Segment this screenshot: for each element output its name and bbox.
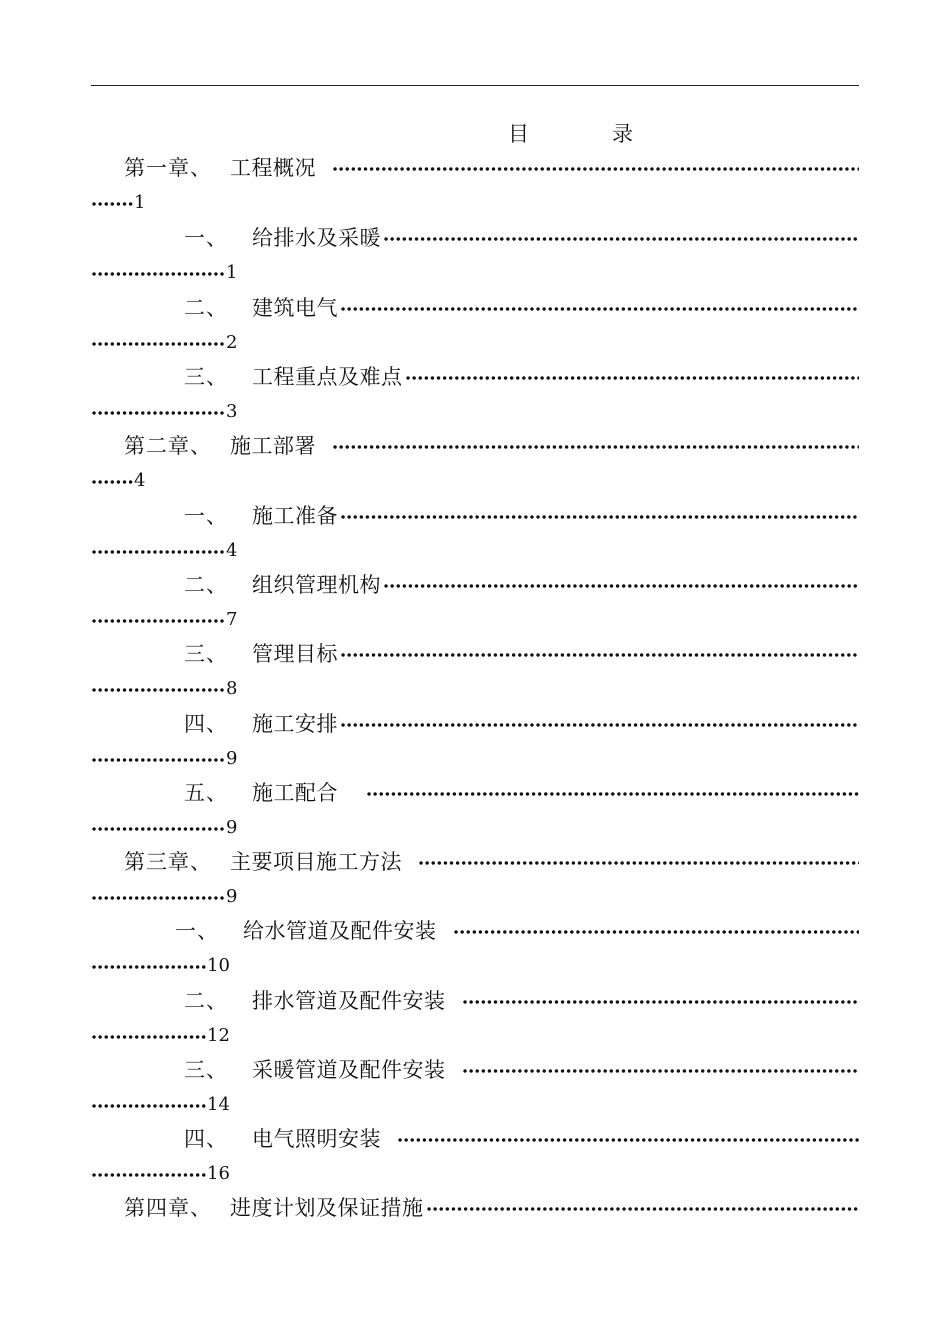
toc-entry[interactable]: [0, 498, 950, 568]
toc-leader-dots: [91, 757, 225, 763]
toc-leader-dots: [332, 166, 859, 172]
toc-title-char-1: 目: [508, 122, 529, 146]
toc-entry-number: 第二章、: [124, 434, 212, 458]
toc-leader-dots: [418, 860, 859, 866]
toc-entry-line: [184, 983, 859, 1017]
toc-entry-number: 一、: [184, 226, 228, 250]
toc-entry[interactable]: [0, 359, 950, 429]
toc-entry-continuation: [91, 602, 237, 636]
toc-entry-continuation: [91, 394, 237, 428]
toc-entry[interactable]: [0, 775, 950, 845]
toc-entry-continuation: [91, 1018, 230, 1052]
toc-leader-dots: [332, 444, 859, 450]
toc-page-number: 16: [207, 1162, 230, 1184]
toc-entry[interactable]: [0, 567, 950, 637]
toc-entry-line: [124, 844, 859, 878]
toc-page-number: 1: [134, 191, 146, 213]
toc-entry-number: 二、: [184, 573, 228, 597]
toc-entry-continuation: [91, 810, 237, 844]
toc-leader-dots: [91, 1172, 206, 1178]
toc-leader-dots: [462, 999, 860, 1005]
toc-entry-number: 五、: [184, 781, 228, 805]
toc-entry[interactable]: [0, 706, 950, 776]
toc-entry-continuation: [91, 879, 237, 913]
toc-entry[interactable]: [0, 1190, 950, 1260]
toc-entry[interactable]: [0, 290, 950, 360]
toc-leader-dots: [91, 687, 225, 693]
toc-entry[interactable]: [0, 983, 950, 1053]
toc-entry-line: [184, 290, 859, 324]
toc-entry-line: [184, 359, 859, 393]
toc-entry-title: 施工部署: [230, 434, 316, 458]
toc-entry-continuation: [91, 1156, 230, 1190]
toc-entry-number: 三、: [184, 1058, 228, 1082]
toc-leader-dots: [340, 652, 859, 658]
toc-leader-dots: [366, 791, 859, 797]
toc-entry-line: [184, 567, 859, 601]
toc-leader-dots: [91, 479, 133, 485]
toc-leader-dots: [383, 236, 859, 242]
toc-page-number: 9: [226, 816, 238, 838]
toc-entry-title: 施工准备: [252, 504, 338, 528]
toc-leader-dots: [453, 929, 860, 935]
toc-entry-continuation: [91, 741, 237, 775]
toc-page-number: 7: [226, 608, 238, 630]
toc-entry-line: [124, 150, 859, 184]
toc-entry-number: 四、: [184, 1127, 228, 1151]
toc-entry-line: [184, 636, 859, 670]
toc-leader-dots: [383, 583, 859, 589]
toc-entry-number: 第三章、: [124, 850, 212, 874]
toc-entry-line: [184, 498, 859, 532]
toc-leader-dots: [340, 514, 859, 520]
toc-entry-continuation: [91, 1087, 230, 1121]
toc-entry[interactable]: [0, 636, 950, 706]
toc-leader-dots: [91, 410, 225, 416]
toc-page-number: 14: [207, 1093, 230, 1115]
toc-entry-line: [184, 1121, 859, 1155]
toc-entry-title: 采暖管道及配件安装: [252, 1058, 446, 1082]
toc-page-number: 4: [134, 469, 146, 491]
toc-page-number: 1: [226, 261, 238, 283]
toc-entry-number: 四、: [184, 712, 228, 736]
toc-entry-number: 三、: [184, 365, 228, 389]
toc-page-number: 12: [207, 1024, 230, 1046]
toc-entry[interactable]: [0, 428, 950, 498]
toc-entry[interactable]: [0, 913, 950, 983]
toc-entry-line: [184, 1052, 859, 1086]
toc-entry[interactable]: [0, 220, 950, 290]
toc-entry-line: [184, 706, 859, 740]
toc-entry-line: [124, 428, 859, 462]
toc-entry-line: [184, 775, 859, 809]
toc-page-number: 4: [226, 539, 238, 561]
toc-leader-dots: [340, 306, 859, 312]
toc-entry-number: 二、: [184, 989, 228, 1013]
toc-leader-dots: [405, 375, 860, 381]
toc-page-number: 3: [226, 400, 238, 422]
toc-entry-title: 建筑电气: [252, 296, 338, 320]
toc-leader-dots: [91, 618, 225, 624]
toc-entry-title: 主要项目施工方法: [230, 850, 402, 874]
toc-entry-continuation: [91, 463, 145, 497]
toc-leader-dots: [91, 1034, 206, 1040]
toc-leader-dots: [91, 826, 225, 832]
toc-entry-line: [175, 913, 859, 947]
toc-entry-title: 施工安排: [252, 712, 338, 736]
toc-leader-dots: [91, 341, 225, 347]
toc-entry-title: 组织管理机构: [252, 573, 381, 597]
toc-entry-continuation: [91, 255, 237, 289]
toc-entry-continuation: [91, 185, 145, 219]
toc-entry-title: 管理目标: [252, 642, 338, 666]
toc-entry-title: 排水管道及配件安装: [252, 989, 446, 1013]
toc-page-number: 9: [226, 747, 238, 769]
toc-entry-number: 二、: [184, 296, 228, 320]
toc-leader-dots: [340, 722, 859, 728]
toc-entry[interactable]: [0, 150, 950, 220]
toc-page-number: 9: [226, 885, 238, 907]
toc-page-number: 10: [207, 954, 230, 976]
toc-leader-dots: [91, 271, 225, 277]
toc-page-number: 2: [226, 331, 238, 353]
toc-entry-number: 第四章、: [124, 1196, 212, 1220]
toc-entry-title: 进度计划及保证措施: [230, 1196, 424, 1220]
toc-entry[interactable]: [0, 1052, 950, 1122]
toc-entry-title: 给排水及采暖: [252, 226, 381, 250]
toc-entry-title: 施工配合: [252, 781, 338, 805]
toc-entry-title: 给水管道及配件安装: [243, 919, 437, 943]
toc-title-char-2: 录: [612, 122, 633, 146]
toc-entry-number: 三、: [184, 642, 228, 666]
toc-entry-title: 工程概况: [230, 156, 316, 180]
toc-entry-continuation: [91, 325, 237, 359]
toc-entry-line: [124, 1190, 859, 1224]
toc-entry-continuation: [91, 948, 230, 982]
toc-entry-title: 工程重点及难点: [252, 365, 403, 389]
toc-entry-title: 电气照明安装: [252, 1127, 381, 1151]
toc-entry[interactable]: [0, 844, 950, 914]
toc-entry-number: 一、: [184, 504, 228, 528]
toc-leader-dots: [397, 1137, 859, 1143]
toc-entry-number: 一、: [175, 919, 219, 943]
toc-entry[interactable]: [0, 1121, 950, 1191]
toc-leader-dots: [91, 549, 225, 555]
toc-leader-dots: [91, 201, 133, 207]
toc-entry-continuation: [91, 671, 237, 705]
toc-leader-dots: [462, 1068, 860, 1074]
toc-page-number: 8: [226, 677, 238, 699]
toc-leader-dots: [426, 1206, 860, 1212]
toc-leader-dots: [91, 895, 225, 901]
toc-entry-continuation: [91, 533, 237, 567]
toc-leader-dots: [91, 964, 206, 970]
toc-entry-number: 第一章、: [124, 156, 212, 180]
toc-entry-line: [184, 220, 859, 254]
toc-leader-dots: [91, 1103, 206, 1109]
